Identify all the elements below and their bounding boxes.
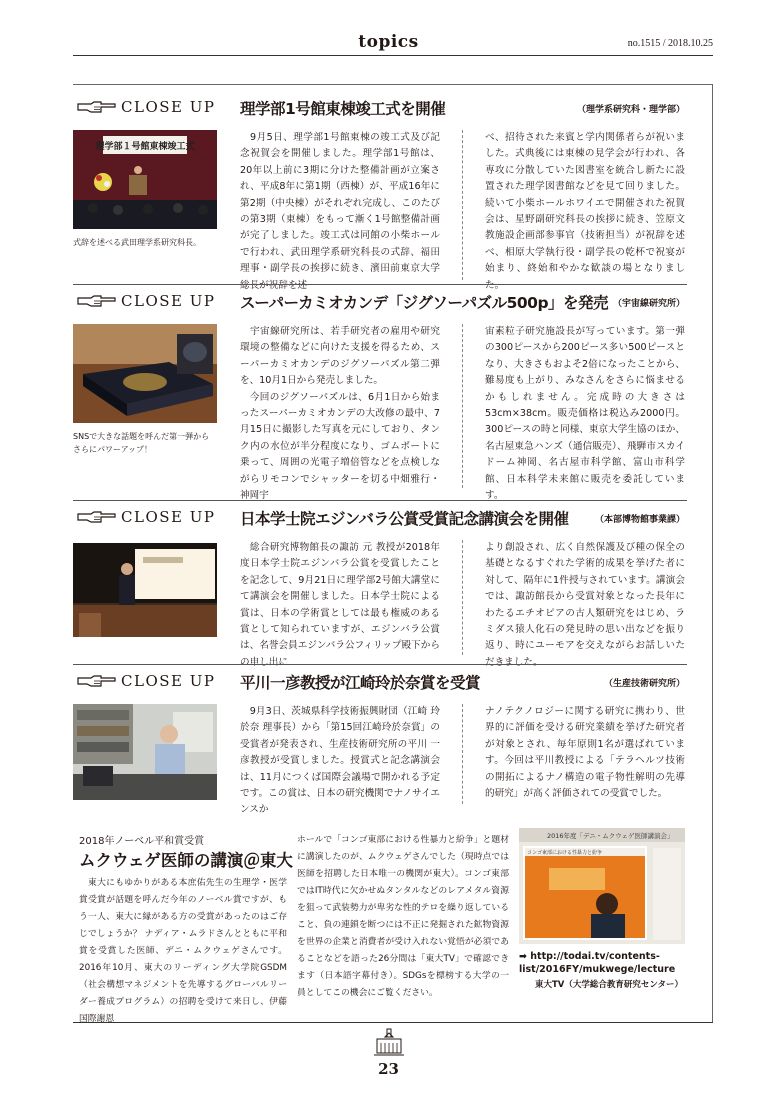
column-divider [462,704,463,804]
closeup-text: CLOSE UP [121,672,216,690]
column-divider [462,540,463,655]
article-dept: （本部博物館事業課） [594,515,685,525]
todai-tv-link[interactable]: ➡ http://todai.tv/contents-list/2016FY/mukwege/lecture [519,951,676,975]
column-divider [462,130,463,280]
photo-caption: 式辞を述べる武田理学系研究科長。 [73,238,201,247]
page-header-title: topics [358,32,419,52]
article-edinburgh-award [73,500,687,668]
closeup-text: CLOSE UP [121,508,216,526]
pointing-hand-icon [77,99,117,115]
issue-number: no.1515 / 2018.10.25 [627,38,713,49]
article-dept: （生産技術研究所） [603,679,685,689]
article-title: スーパーカミオカンデ「ジグソーパズル500p」を発売 [240,294,609,312]
closeup-label [77,508,215,526]
lecture-photo [73,543,217,637]
article-building-ceremony [73,90,687,291]
article-dept: （理学系研究科・理学部） [576,105,685,115]
nobel-body-col2: ホールで「コンゴ東部における性暴力と紛争」と題材に講演したのが、ムクウェゲさんでした（現時点では医師を招聘した日本唯一の機関が東大）。コンゴ東部ではIT時代に欠かせぬタンタルなどのレアメタル資源を狙って武装勢力が卑劣な性的テロを繰り返していること、負の連鎖を断つには不正に発掘された鉱物資源を世界の企業と消費者が受け入れない覚悟が必須であることなどを語った26分間は「東大TV」で確認できます（日本語字幕付き）。SDGsを標榜する大学の一員としてこの機会にご覧ください。 [297,835,509,998]
nobel-body-col1: 東大にもゆかりがある本庶佑先生の生理学・医学賞受賞が話題を呼んだ今年のノーベル賞ですが、もう一人、東大に縁がある方の受賞があったのはご存じでしょうか？ ナディア・ムラドさんとともに平和賞を受賞した医師、デニ・ムクウェゲさんです。2016年10月、東大のリーディング大学院GSDM（社会構想マネジメントを先導するグローバルリーダー養成プログラム）の招聘を受けて来日し、伊藤国際謝恩 [79,878,287,1024]
article-body-col1: 宇宙線研究所は、若手研究者の雇用や研究環境の整備などに向けた支援を得るため、スーパーカミオカンデのジグソーパズル第二弾を、10月1日から発売しました。 今回のジグソーパズルは、6月1日から始まったスーパーカミオカンデの大改修の最中、7月15日に撮影した写真を元にしており、タンク内の水位が半分程度になり、ゴムボートに乗って、周囲の光電子増倍管などを点検しながらリモコンでシャッターを切る中畑雅行・神岡宇 [240,326,440,502]
article-body-col2: ナノテクノロジーに関する研究に携わり、世界的に評価を受ける研究業績を挙げた研究者が対象とされ、毎年原則1名が選ばれています。今回は平川教授による「テラヘルツ技術の開拓によるナノ構造の電子物性解明の先導的研究」が高く評価されての受賞でした。 [485,706,685,800]
article-title: 理学部1号館東棟竣工式を開催 [240,100,446,118]
closeup-text: CLOSE UP [121,98,216,116]
column-divider [462,324,463,488]
closeup-label [77,672,215,690]
article-body-col1: 9月3日、茨城県科学技術振興財団（江崎 玲於奈 理事長）から「第15回江崎玲於奈賞」の受賞者が発表され、生産技術研究所の平川 一彦教授が受賞しました。授賞式と記念講演会は、11月につくば国際会議場で開かれる予定です。この賞は、日本の研究機関でナノサイエンスか [240,706,440,816]
todai-tv-thumbnail[interactable] [519,828,685,944]
pointing-hand-icon [77,509,117,525]
article-body-col2: 宙素粒子研究施設長が写っています。第一弾の300ピースから200ピース多い500ピースとなり、大きさもおよそ2倍になったことから、難易度も上がり、みなさんをさらに悩ませるかもしれません。完成時の大きさは53cm×38cm。販売価格は税込み2000円。300ピースの時と同様、東京大学生協のほか、名古屋東急ハンズ（通信販売）、飛騨市スカイドーム神岡、名古屋市科学館、富山市科学館、日本科学未来館に販売を委託しています。 [485,326,685,502]
article-separator [73,500,687,501]
header-rule [73,55,713,56]
photo-banner-text: 理学部１号館東棟竣工式 [95,142,195,152]
photo-caption: SNSで大きな話題を呼んだ第一弾からさらにパワーアップ！ [73,432,210,454]
nobel-label: 2018年ノーベル平和賞受賞 [79,836,205,847]
article-body-col1: 9月5日、理学部1号館東棟の竣工式及び記念祝賀会を開催しました。理学部1号館は、20年以上前に3期に分けた整備計画が立案され、平成8年に第1期（西棟）が、平成16年に第2期（中央棟）がそれぞれ完成し、このたびの第3期（東棟）をもって漸く1号館整備計画が完了しました。竣工式は同館の小柴ホールで行われ、武田理学系研究科長の式辞、福田理事・副学長の挨拶に続き、濱田前東京大学総長が祝辞を述 [240,132,440,291]
ceremony-photo [73,130,217,229]
article-title: 平川一彦教授が江崎玲於奈賞を受賞 [240,674,481,692]
article-body-col2: より創設され、広く自然保護及び種の保全の基礎となるすぐれた学術的成果を挙げた者に対して、隔年に1件授与されています。講演会では、諏訪館長から受賞対象となった長年にわたるエチオピアの古人類研究をはじめ、ラミダス猿人化石の発見時の思い出などを振り返り、時にユーモアを交えながらお話しいただきました。 [485,542,685,668]
closeup-label [77,98,215,116]
thumbnail-slide-title: コンゴ東部における性暴力と紛争 [527,850,603,856]
thumbnail-title: 2016年度「デニ・ムクウェゲ医師講演会」 [547,832,674,840]
article-separator [73,664,687,665]
pointing-hand-icon [77,293,117,309]
nobel-lecture-box [73,826,687,1024]
article-body-col1: 総合研究博物館長の諏訪 元 教授が2018年度日本学士院エジンバラ公賞を受賞したことを記念して、9月21日に理学部2号館大講堂にて講演会を開催しました。日本学士院による賞は、日本の学術賞としては最も権威のある賞として知られていますが、エジンバラ公賞は、名誉会員エジンバラ公フィリップ殿下からの申し出に [240,542,440,668]
page-number: 23 [378,1060,399,1078]
puzzle-box-photo [73,324,217,423]
footer-rule [73,1022,713,1023]
yasuda-auditorium-logo [373,1027,405,1057]
article-esaki-prize [73,664,687,814]
article-dept: （宇宙線研究所） [612,299,685,309]
article-jigsaw-puzzle [73,284,687,502]
closeup-text: CLOSE UP [121,292,216,310]
professor-photo [73,704,217,800]
pointing-hand-icon [77,673,117,689]
closeup-label [77,292,215,310]
article-body-col2: べ、招待された来賓と学内関係者らが祝いました。式典後には東棟の見学会が行われ、各専攻に分散していた図書室を統合し新たに設置された理学図書館などを見て回りました。続いて小柴ホールホワイエで開催された祝賀会は、星野副研究科長の挨拶に続き、笠原文教施設企画部参事官（技術担当）が祝辞を述べ、相原大学執行役・副学長の乾杯で祝宴が始まり、終始和やかな歓談の場となりました。 [485,132,685,291]
article-title: 日本学士院エジンバラ公賞受賞記念講演会を開催 [240,510,569,528]
todai-tv-credit: 東大TV（大学総合教育研究センター） [534,980,683,990]
article-separator [73,284,687,285]
nobel-headline: ムクウェゲ医師の講演＠東大 [79,851,293,870]
